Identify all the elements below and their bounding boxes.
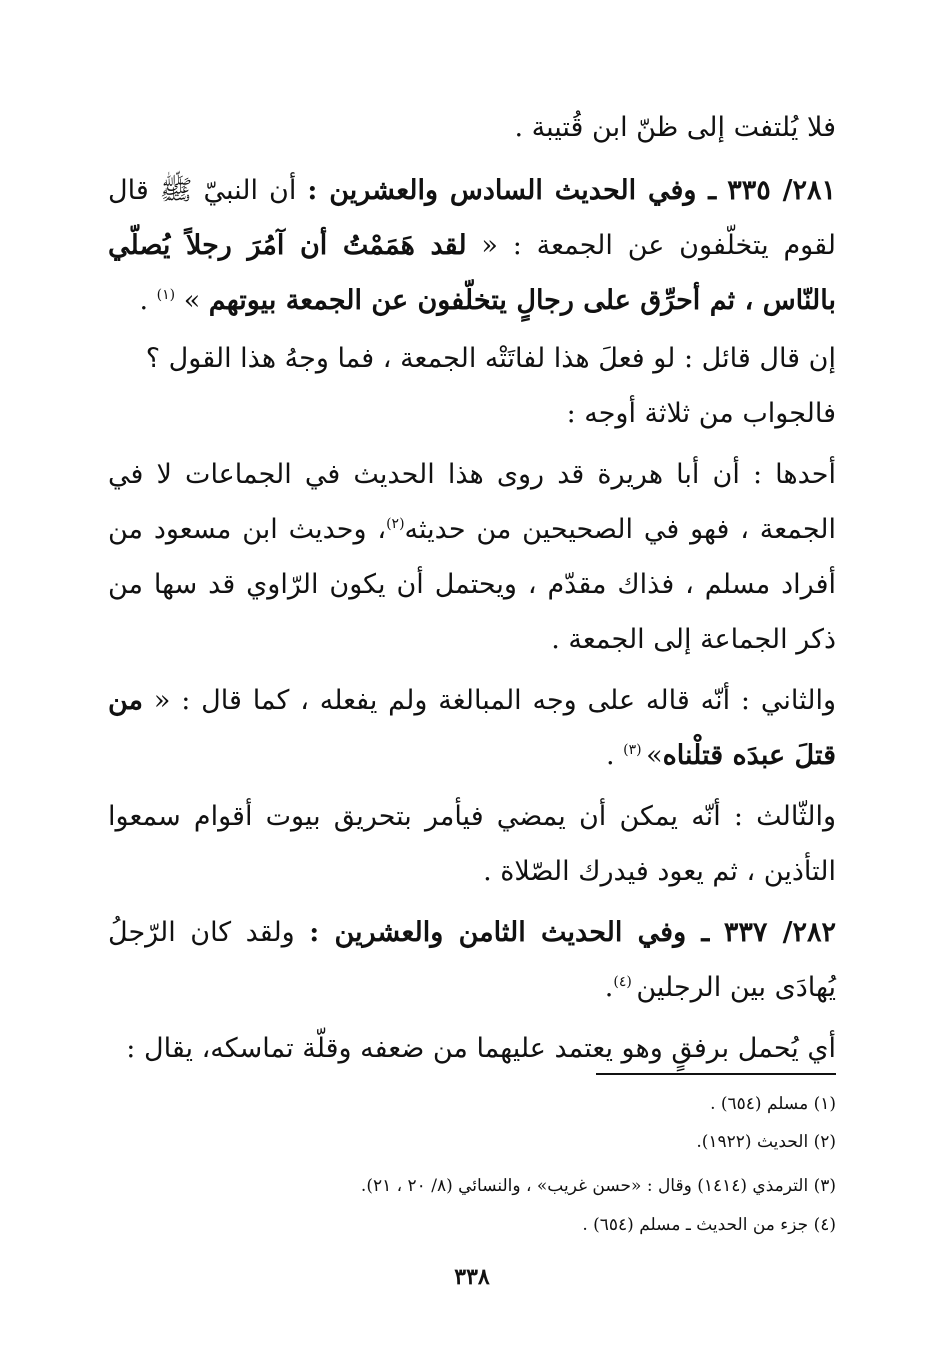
footnote-1: (١) مسلم (٦٥٤) . (710, 1094, 836, 1114)
hadith-282-end: . (604, 972, 614, 1003)
hadith-281-quote: لقد هَمَمْتُ أن آمُرَ رجلاً يُصلّي بالنّاس ، ثم أحرِّق على رجالٍ يتخلّفون عن الجمعة بيوتهم (108, 230, 836, 316)
hadith-282 (108, 905, 836, 1015)
footnote-ref-4: (٤) (613, 974, 637, 990)
footnote-divider (596, 1073, 836, 1075)
paragraph-answer-intro: فالجواب من ثلاثة أوجه : (566, 398, 836, 429)
hadith-281-title: ـ وفي الحديث السادس والعشرين : (307, 175, 717, 206)
second-reason-quote: من قتلَ عبدَه قتلْناه (108, 685, 836, 771)
footnote-4: (٤) جزء من الحديث ـ مسلم (٦٥٤) . (582, 1215, 836, 1235)
paragraph-question: إن قال قائل : لو فعلَ هذا لفاتَتْه الجمعة ، فما وجهُ هذا القول ؟ (145, 343, 836, 374)
hadith-281-intro: أن النبيّ ﷺ قال لقوم يتخلّفون عن الجمعة : « (108, 175, 836, 261)
footnote-2: (٢) الحديث (١٩٢٢). (696, 1132, 836, 1152)
second-reason-quote-close: » (646, 740, 663, 771)
footnote-3: (٣) الترمذي (١٤١٤) وقال : «حسن غريب» ، والنسائي (٨/ ٢٠ ، ٢١). (360, 1176, 836, 1196)
paragraph-first-reason (108, 447, 836, 667)
first-reason-text-b: ، وحديث ابن مسعود من أفراد مسلم ، فذاك مقدّم ، ويحتمل أن يكون الرّاوي قد سها من ذكر الجماعة إلى الجمعة . (108, 514, 836, 655)
paragraph-explanation: أي يُحمل برفقٍ وهو يعتمد عليهما من ضعفه وقلّة تماسكه، يقال : (126, 1033, 836, 1064)
paragraph-second-reason (108, 673, 836, 783)
second-reason-text: والثاني : أنّه قاله على وجه المبالغة ولم يفعله ، كما قال : « (143, 685, 836, 716)
paragraph-closing-remark: فلا يُلتفت إلى ظنّ ابن قُتيبة . (514, 112, 836, 143)
hadith-281-number: ٢٨١/ ٣٣٥ (727, 175, 836, 206)
hadith-282-title: ـ وفي الحديث الثامن والعشرين : (309, 917, 710, 948)
footnote-ref-2: (٢) (386, 516, 405, 532)
hadith-282-number: ٢٨٢/ ٣٣٧ (723, 917, 836, 948)
second-reason-end: . (605, 740, 624, 771)
hadith-281-end: . (139, 285, 157, 316)
hadith-282-text: ولقد كان الرّجلُ يُهادَى بين الرجلين (108, 917, 836, 1003)
first-reason-text-a: أحدها : أن أبا هريرة قد روى هذا الحديث في الجماعات لا في الجمعة ، فهو في الصحيحين من حديثه (108, 459, 836, 545)
body-text (108, 100, 836, 1076)
footnote-ref-3: (٣) (623, 742, 647, 758)
paragraph-third-reason: والثّالث : أنّه يمكن أن يمضي فيأمر بتحريق بيوت أقوام سمعوا التأذين ، ثم يعود فيدرك الصّلاة . (108, 801, 836, 887)
footnote-ref-1: (١) (156, 287, 176, 303)
hadith-281 (108, 163, 836, 328)
page-number: ٣٣٨ (454, 1264, 490, 1290)
hadith-281-quote-close: » (183, 285, 209, 316)
